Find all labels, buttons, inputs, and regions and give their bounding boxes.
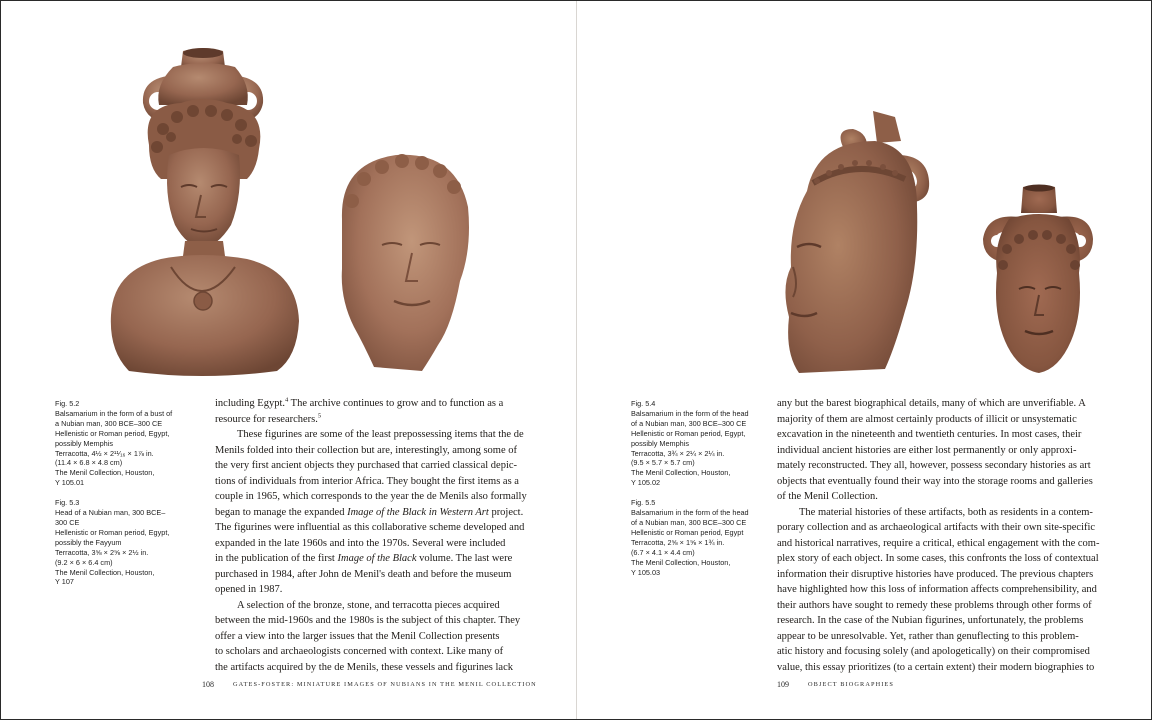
- body-line: and historical narratives, require a critical, ethical engagement with the com-: [777, 537, 1100, 549]
- caption-line: (11.4 × 6.8 × 4.8 cm): [55, 458, 123, 468]
- caption-line: (9.2 × 6 × 6.4 cm): [55, 557, 113, 567]
- running-head-left: GATES-FOSTER: MINIATURE IMAGES OF NUBIANS IN THE MENIL COLLECTION: [233, 681, 537, 688]
- body-text-run: began to manage the expanded: [215, 506, 348, 518]
- body-line: of the Menil Collection.: [777, 491, 878, 502]
- caption-line: possibly Memphis: [55, 438, 113, 448]
- left-body-text: [215, 396, 527, 675]
- body-line: atic history and focusing solely (and apologetically) on their compromised: [777, 646, 1090, 657]
- caption-line: of a Nubian man, 300 BCE–300 CE: [631, 517, 747, 527]
- caption-fig-5-4: [631, 399, 749, 488]
- body-line: plex story of each object. In some cases, this confronts the loss of contextual: [777, 553, 1099, 564]
- caption-line: Terracotta, 3¾ × 2¼ × 2¼ in.: [631, 448, 725, 458]
- caption-line: The Menil Collection, Houston,: [55, 567, 155, 577]
- caption-line: The Menil Collection, Houston,: [55, 468, 155, 478]
- body-line: have highlighted how this loss of information affects comprehensibility, and: [777, 584, 1097, 595]
- body-line: couple in 1965, which corresponds to the year the de Menils also formally: [215, 491, 527, 502]
- body-line: [215, 505, 524, 521]
- caption-fig-5-3: [55, 498, 173, 587]
- caption-fig-number: Fig. 5.3: [55, 498, 80, 508]
- caption-line: Hellenistic or Roman period, Egypt,: [631, 428, 746, 438]
- body-text-run: in the publication of the first: [215, 553, 338, 564]
- caption-line: Terracotta, 3⅝ × 2⅝ × 2½ in.: [55, 547, 149, 557]
- small-balsamarium-illustration: [979, 183, 1097, 375]
- caption-line: 300 CE: [55, 517, 80, 527]
- caption-line: Head of a Nubian man, 300 BCE–: [55, 508, 166, 518]
- footnote-ref: 4: [285, 396, 289, 404]
- caption-line: Terracotta, 4½ × 2¹¹⁄₁₆ × 1⅞ in.: [55, 448, 154, 458]
- caption-line: Hellenistic or Roman period, Egypt,: [55, 428, 170, 438]
- body-text-run: including Egypt.: [215, 398, 285, 409]
- left-captions: [55, 399, 173, 597]
- right-captions: [631, 399, 749, 587]
- figure-5-4-image: [777, 107, 937, 375]
- body-line: [215, 396, 521, 412]
- body-line: objects that eventually found their way into the storage rooms and galleries: [777, 475, 1093, 487]
- body-line: the artifacts acquired by the de Menils, these vessels and figurines lack: [215, 661, 513, 673]
- body-text-run: resource for researchers.: [215, 413, 318, 425]
- caption-line: Y 105.01: [55, 478, 85, 488]
- body-line: [215, 412, 521, 428]
- right-body-text: [777, 396, 1100, 675]
- figure-5-2-image: [101, 45, 306, 377]
- body-line: individual ancient histories are either lost permanently or only approxi-: [777, 444, 1077, 456]
- body-line: value, this essay prioritizes (to a certain extent) their modern biographies to: [777, 661, 1095, 673]
- head-balsamarium-illustration: [777, 107, 937, 375]
- body-line: porary collection and as archaeological artifacts with their own site-specific: [777, 522, 1096, 533]
- caption-line: Balsamarium in the form of a bust of: [55, 408, 173, 418]
- body-line: information their disruptive histories have produced. The previous chapters: [777, 568, 1094, 580]
- figure-5-3-image: [334, 149, 474, 373]
- figure-5-5-image: [979, 183, 1097, 375]
- running-head-right: OBJECT BIOGRAPHIES: [808, 681, 894, 688]
- caption-fig-number: Fig. 5.4: [631, 399, 656, 408]
- caption-line: Y 107: [55, 577, 74, 587]
- body-line: tions of individuals from interior Africa. They bought the first items as a: [215, 475, 519, 487]
- body-line: majority of them are almost certainly products of illicit or unsystematic: [777, 413, 1077, 425]
- body-line: These figurines are some of the least prepossessing items that the de: [237, 429, 524, 440]
- folio-left: 108: [202, 680, 214, 689]
- body-line: the very first ancient objects they purchased that carried classical depic-: [215, 460, 518, 471]
- book-title: Image of the Black in Western Art: [347, 506, 489, 518]
- caption-line: Hellenistic or Roman period, Egypt,: [55, 527, 170, 537]
- body-line: to scholars and archaeologists concerned with context. Like many of: [215, 646, 504, 657]
- body-line: purchased in 1984, after John de Menil's death and before the museum: [215, 568, 512, 580]
- caption-line: Balsamarium in the form of the head: [631, 508, 749, 518]
- body-line: any but the barest biographical details, many of which are unverifiable. A: [777, 398, 1086, 409]
- book-title: Image of the Black: [337, 553, 417, 564]
- caption-line: Terracotta, 2⅝ × 1⅝ × 1¾ in.: [631, 537, 725, 547]
- caption-line: (9.5 × 5.7 × 5.7 cm): [631, 458, 695, 468]
- body-line: opened in 1987.: [215, 584, 283, 595]
- caption-line: Y 105.02: [631, 478, 661, 488]
- body-text-run: project.: [488, 506, 524, 518]
- nubian-head-illustration: [334, 149, 474, 373]
- body-line: mately reconstructed. They all, however, possess secondary histories as art: [777, 460, 1091, 471]
- body-line: their authors have sought to remedy these problems through other forms of: [777, 599, 1092, 611]
- body-line: between the mid-1960s and the 1980s is the subject of this chapter. They: [215, 615, 521, 626]
- body-line: The figurines were influential as this collaborative scheme developed and: [215, 522, 525, 533]
- body-line: [215, 551, 521, 567]
- footnote-ref: 5: [317, 412, 322, 419]
- caption-line: The Menil Collection, Houston,: [631, 557, 731, 567]
- page-gutter: [576, 1, 577, 719]
- body-line: excavation in the nineteenth and twentieth centuries. In most cases, their: [777, 429, 1082, 440]
- body-line: research. In the case of the Nubian figurines, unfortunately, the problems: [777, 615, 1084, 626]
- caption-line: a Nubian man, 300 BCE–300 CE: [55, 418, 163, 428]
- caption-fig-5-2: [55, 399, 173, 488]
- caption-fig-number: Fig. 5.5: [631, 498, 656, 508]
- body-line: offer a view into the larger issues that the Menil Collection presents: [215, 630, 500, 642]
- body-line: Menils folded into their collection but are, interestingly, among some of: [215, 444, 517, 456]
- body-text-run: volume. The last were: [416, 553, 513, 564]
- caption-line: Y 105.03: [631, 567, 661, 577]
- caption-line: Hellenistic or Roman period, Egypt: [631, 527, 744, 537]
- body-text-run: The archive continues to grow and to function as a: [288, 398, 504, 409]
- body-line: A selection of the bronze, stone, and terracotta pieces acquired: [237, 599, 500, 611]
- caption-line: The Menil Collection, Houston,: [631, 468, 731, 478]
- body-line: appear to be unresolvable. Yet, rather than genuflecting to this problem-: [777, 630, 1079, 642]
- caption-line: possibly Memphis: [631, 438, 689, 448]
- caption-line: possibly the Fayyum: [55, 537, 122, 547]
- caption-fig-5-5: [631, 498, 749, 577]
- caption-line: Balsamarium in the form of the head: [631, 408, 749, 418]
- body-line: The material histories of these artifacts, both as residents in a contem-: [799, 506, 1093, 518]
- caption-line: of a Nubian man, 300 BCE–300 CE: [631, 418, 747, 428]
- folio-right: 109: [777, 680, 789, 689]
- caption-fig-number: Fig. 5.2: [55, 399, 80, 408]
- body-line: expanded in the late 1960s and into the 1970s. Several were included: [215, 537, 506, 549]
- caption-line: (6.7 × 4.1 × 4.4 cm): [631, 547, 695, 557]
- bust-balsamarium-illustration: [101, 45, 306, 377]
